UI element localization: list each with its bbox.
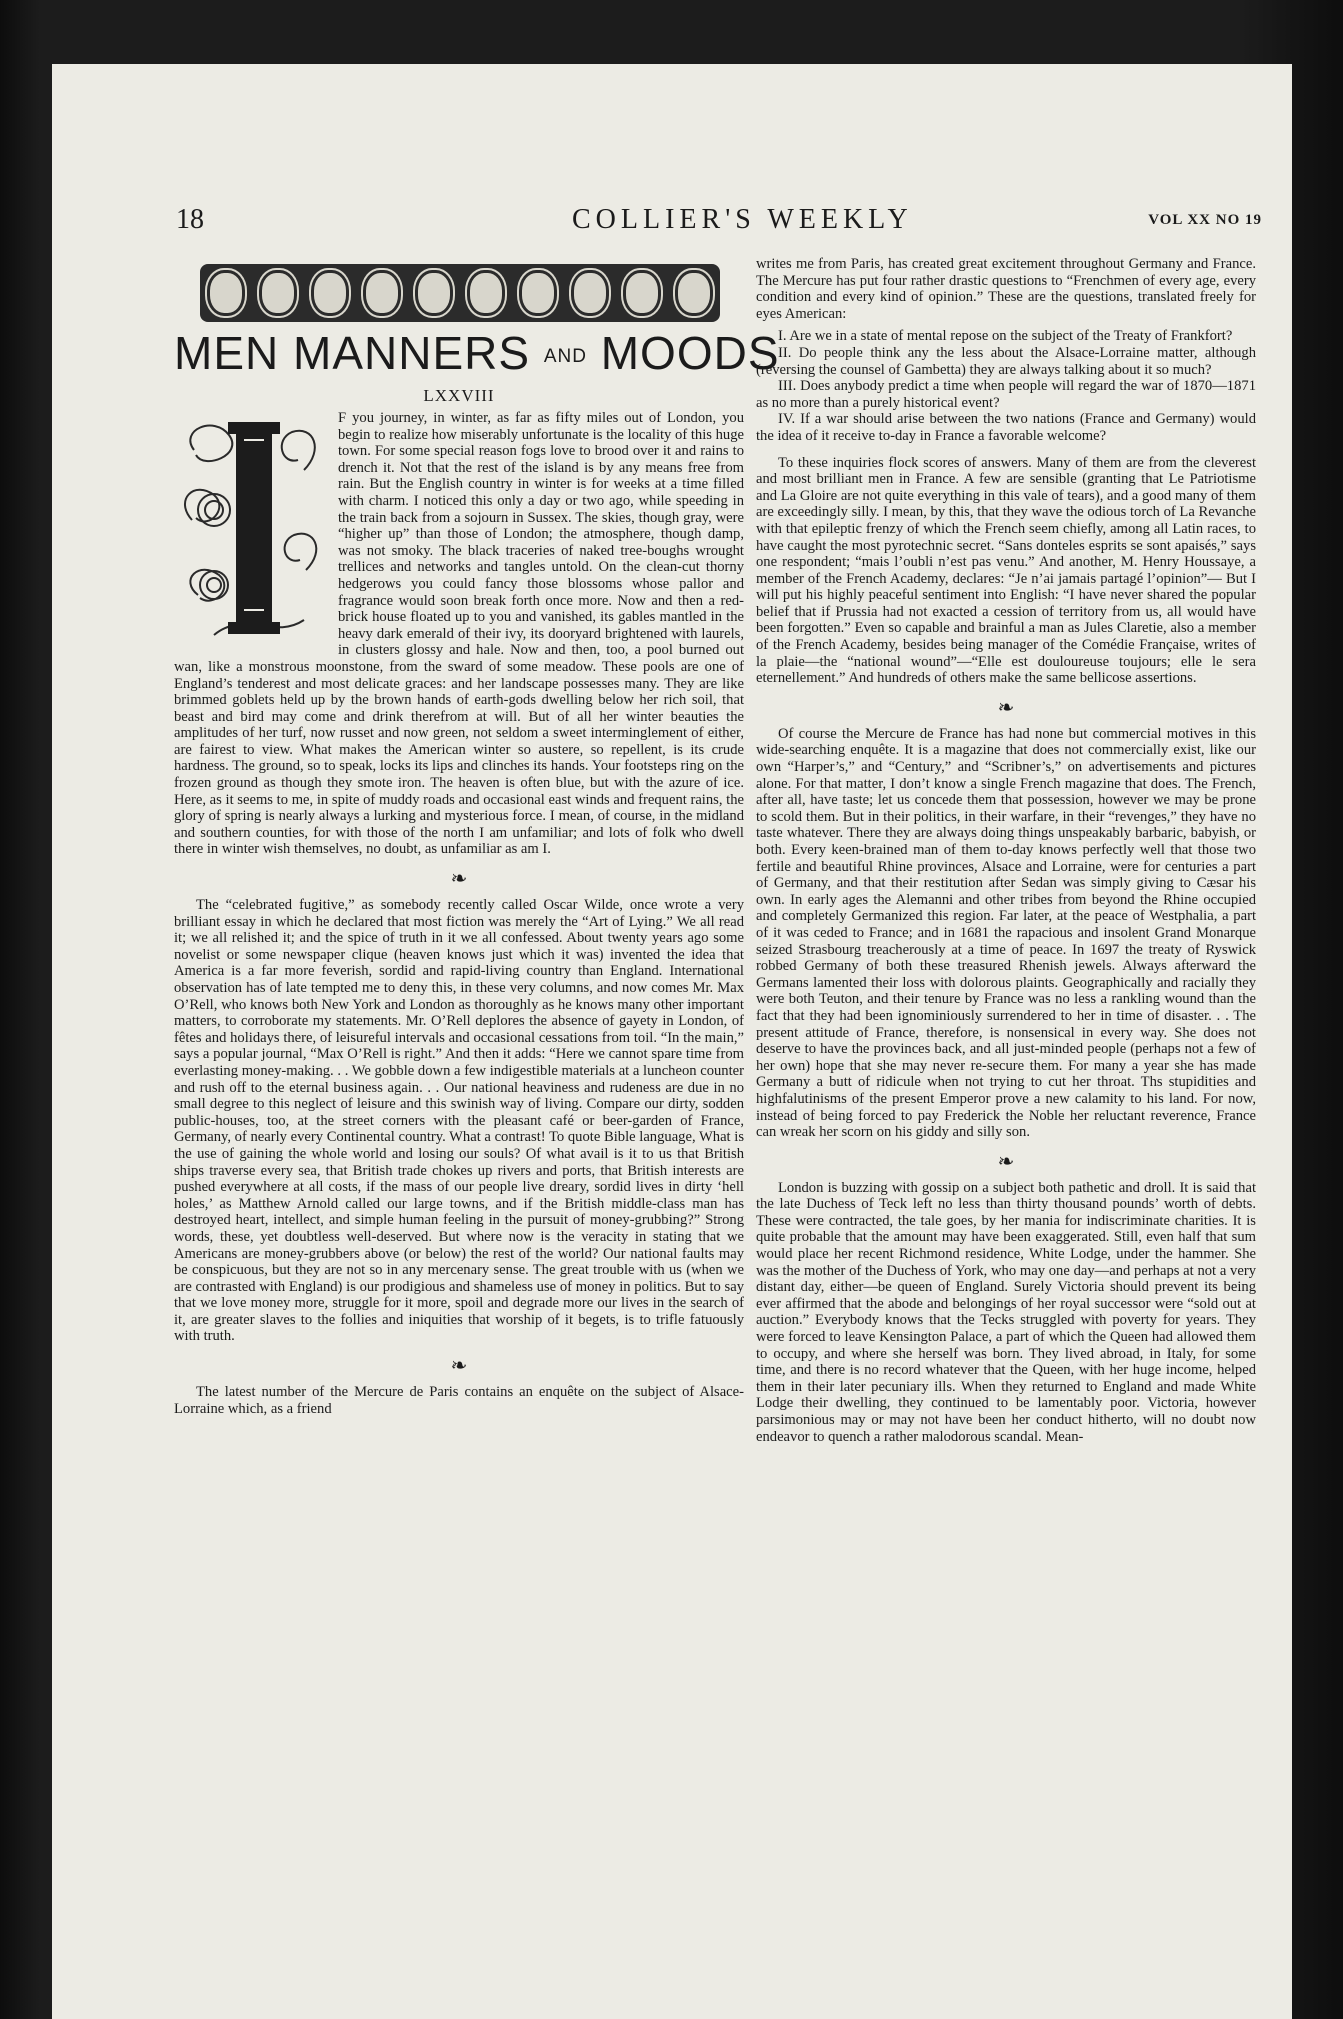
question-2: II. Do people think any the less about the Alsace-Lorraine matter, although (reversing the counsel of Gambetta) they are always talking about it so much? <box>756 344 1256 378</box>
magazine-page <box>52 64 1292 2019</box>
masthead: COLLIER'S WEEKLY <box>572 204 913 235</box>
face-ornament <box>467 270 505 316</box>
fleuron-icon: ❧ <box>450 868 468 891</box>
paragraph-3: The latest number of the Mercure de Paris contains an enquête on the subject of Alsace-Lorraine which, as a friend <box>174 1384 744 1417</box>
face-ornament <box>207 270 245 316</box>
paragraph-1: F you journey, in winter, as far as fifty miles out of London, you begin to realize how miserably unfortunate is the locality of this huge town. For some special reason fogs love to brood over it and rains to drench it. Not that the rest of the island is by any means free from rain. But the English country in winter is for weeks at a time filled with charm. I noticed this only a day or two ago, while speeding in the train back from a sojourn in Sussex. The skies, though gray, were “higher up” than those of London; the atmosphere, though damp, was not smoky. The black traceries of naked tree-boughs wrought trellices and networks and tangles untold. On the clean-cut thorny hedgerows you could fancy those blossoms whose pallor and fragrance would soon break forth once more. Now and then a red-brick house floated up to you and vanished, its gables mantled in the heavy dark emerald of their ivy, its dooryard brightened with laurels, in clusters glossy and hale. Now and then, too, a pool burned out wan, like a monstrous moonstone, from the sward of some meadow. These pools are one of England’s tenderest and most delicate graces: and her landscape possesses many. They are like brimmed goblets held up by the brown hands of earth-gods dwelling below her rich soil, that beast and bird may come and drink therefrom at will. But of all her winter beauties the amplitudes of her turf, now russet and now green, not seldom a sweet interminglement of either, are fairest to view. What makes the American winter so austere, so repellent, is its crude hardness. The ground, so to speak, locks its lips and clinches its hands. Your footsteps ring on the frozen ground as though they smote iron. The heaven is often blue, but with the azure of ice. Here, as it seems to me, in spite of muddy roads and occasional east winds and frequent rains, the glory of spring is nearly always a lurking and mysterious force. I mean, of course, in the midland and southern counties, for with those of the north I am unfamiliar; and lots of folk who dwell there in winter wish themselves, no doubt, as unfamiliar as am I. <box>174 410 744 858</box>
right-column <box>756 256 1256 1445</box>
face-ornament <box>259 270 297 316</box>
drop-cap-flourish-icon <box>174 410 328 646</box>
face-ornament <box>623 270 661 316</box>
title-right: MOODS <box>600 327 780 379</box>
face-ornament <box>363 270 401 316</box>
paragraph-3-continued: writes me from Paris, has created great excitement throughout Germany and France. The Mercure has put four rather drastic questions to “Frenchmen of every age, every condition and every kind of opinion.” These are the questions, translated freely for eyes American: <box>756 256 1256 322</box>
question-3: III. Does anybody predict a time when people will regard the war of 1870—1871 as no more than a purely historical event? <box>756 378 1256 411</box>
face-ornament <box>519 270 557 316</box>
paragraph-4: To these inquiries flock scores of answers. Many of them are from the cleverest and most brilliant men in France. A few are sensible (granting that Le Patriotisme and La Gloire are not quite everything in this vale of tears), and a good many of them are exceedingly silly. I mean, by this, that they wave the odious torch of La Revanche with that epileptic frenzy of which the French seem chiefly, among all Latin races, to have caught the most pyrotechnic secret. “Sans donteles esprits se sont apaisés,” says one respondent; “mais l’oubli n’est pas venu.” And another, M. Henry Houssaye, a member of the French Academy, declares: “Je n’ai jamais partagé l’opinion”— But I will put his highly peaceful sentiment into English: “I have never shared the popular belief that if Prussia had not exacted a cession of territory from us, all would have been forgotten.” Even so capable and brainful a man as Jules Claretie, also a member of the French Academy, besides being manager of the Comédie Française, writes of la plaie—the “national wound”—“Elle est douloureuse toujours; elle le sera eternellement.” And hundreds of others make the same bellicose assertions. <box>756 454 1256 687</box>
ornamental-drop-cap <box>174 410 328 646</box>
paragraph-2: The “celebrated fugitive,” as somebody recently called Oscar Wilde, once wrote a very brilliant essay in which he declared that most fiction was merely the “Art of Lying.” We all read it; we all relished it; and the spice of truth in it we all confessed. About twenty years ago some novelist or some newspaper clique (heaven knows just which it was) invented the idea that America is a far more feverish, sordid and rapid-living country than England. International observation has of late tempted me to deny this, in these very columns, and now comes Mr. Max O’Rell, who knows both New York and London as thoroughly as he knows many other important matters, to corroborate my statements. Mr. O’Rell deplores the absence of gayety in London, of fêtes and holidays there, of leisureful intervals and occasional cessations from toil. “In the main,” says a popular journal, “Max O’Rell is right.” And then it adds: “Here we cannot spare time from everlasting money-making. . . We gobble down a few indigestible materials at a luncheon counter and rush off to the eternal business again. . . Our national heaviness and rudeness are due in no small degree to this neglect of leisure and this swinish way of living. Compare our dirty, sodden public-houses, too, at the street corners with the pleasant café or beer-garden of France, Germany, of nearly every Continental country. What a contrast! To quote Bible language, What is the use of gaining the whole world and losing our souls? Of what avail is it to us that British ships traverse every sea, that British trade chokes up rivers and ports, that British interests are pushed everywhere at all costs, if the mass of our people live dreary, sordid lives in dirty ‘hell holes,’ as Matthew Arnold called our large towns, and if the British middle-class man has destroyed heart, intellect, and simple human feeling in the pursuit of money-grubbing?” Strong words, these, yet doubtless well-deserved. But where now is the veracity in stating that we Americans are money-grubbers above (or below) the rest of the world? Our national faults may be conspicuous, but they are not so in any mercenary sense. The great trouble with us (when we are contrasted with England) is our prodigious and shameless use of money in politics. But to say that we love money more, struggle for it more, spoil and degrade more our lives in the search of it, are greater slaves to the follies and iniquities that worship of it begets, is to trifle fatuously with truth. <box>174 897 744 1345</box>
question-4: IV. If a war should arise between the two nations (France and Germany) would the idea of it receive to-day in France a favorable welcome? <box>756 411 1256 444</box>
fleuron-icon: ❧ <box>450 1355 468 1378</box>
title-left: MEN MANNERS <box>174 327 531 379</box>
face-ornament <box>675 270 713 316</box>
question-1: I. Are we in a state of mental repose on the subject of the Treaty of Frankfort? <box>778 328 1233 345</box>
decorative-faces-frieze <box>200 264 720 322</box>
section-title <box>174 326 780 380</box>
title-and: AND <box>543 345 587 367</box>
face-ornament <box>571 270 609 316</box>
volume-label: VOL XX NO 19 <box>1148 212 1262 228</box>
left-column <box>174 256 780 1417</box>
section-number: LXXVIII <box>423 386 495 405</box>
face-ornament <box>311 270 349 316</box>
paragraph-6: London is buzzing with gossip on a subject both pathetic and droll. It is said that the late Duchess of Teck left no less than thirty thousand pounds’ worth of debts. These were contracted, the tale goes, by her mania for indiscriminate charities. It is quite probable that the amount may have been exaggerated. Still, even half that sum would place her recent Richmond residence, White Lodge, under the hammer. She was the mother of the Duchess of York, who may one day—and perhaps at not a very distant day, either—be queen of England. Surely Victoria should prevent its being ever affirmed that the abode and belongings of her royal successor were “sold out at auction.” Everybody knows that the Tecks struggled with poverty for years. They were forced to leave Kensington Palace, a part of which the Queen had allowed them to occupy, and where she herself was born. They lived abroad, in Italy, for some time, and there is no record whatever that the Queen, with her huge income, helped them in their later pecuniary ills. When they returned to England and made White Lodge their dwelling, they continued to be lamentably poor. Victoria, however parsimonious may or may not have been her conduct hitherto, will no doubt now endeavor to quench a rather malodorous scandal. Mean- <box>756 1179 1256 1445</box>
fleuron-icon: ❧ <box>997 696 1015 719</box>
page-number: 18 <box>176 204 204 235</box>
face-ornament <box>415 270 453 316</box>
paragraph-5: Of course the Mercure de France has had none but commercial motives in this wide-searching enquête. It is a magazine that does not commercially exist, like our own “Harper’s,” and “Century,” and “Scribner’s,” on advertisements and pictures alone. For that matter, I don’t know a single French magazine that does. The French, after all, have taste; let us concede them that possession, however we may be prone to scold them. But in their politics, in their warfare, in their “revenges,” they have no taste whatever. There they are always doing things unspeakably barbaric, babyish, or both. Every keen-brained man of them to-day knows perfectly well that those two fertile and beautiful Rhine provinces, Alsace and Lorraine, were for centuries a part of Germany, and that their restitution after Sedan was simply giving to Cæsar his own. In early ages the Alemanni and other tribes from beyond the Rhine occupied and completely Germanized this region. Far later, at the peace of Westphalia, a part of it was ceded to France; and in 1681 the rapacious and insolent Grand Monarque seized Strasbourg treacherously at a time of peace. In 1697 the treaty of Ryswick robbed Germany of both these treasured Rhenish jewels. Always afterward the Germans lamented their loss with dolorous plaints. Geographically and racially they were both Teuton, and their tenure by France was no less a rankling wound than the fact that they had been ignominiously surrendered to her in time of disaster. . . The present attitude of France, therefore, is nonsensical in every way. She does not deserve to have the provinces back, and all just-minded people (perhaps not a few of her own) hope that she may never re-secure them. For many a year she has made Germany a butt of ridicule when not trying to cut her throat. Ths stupidities and highfalutinisms of the present Emperor prove a new calamity to his land. For now, instead of being forced to pay Frederick the Noble her reluctant reverence, France can wreak her scorn on his giddy and silly son. <box>756 725 1256 1141</box>
fleuron-icon: ❧ <box>997 1150 1015 1173</box>
